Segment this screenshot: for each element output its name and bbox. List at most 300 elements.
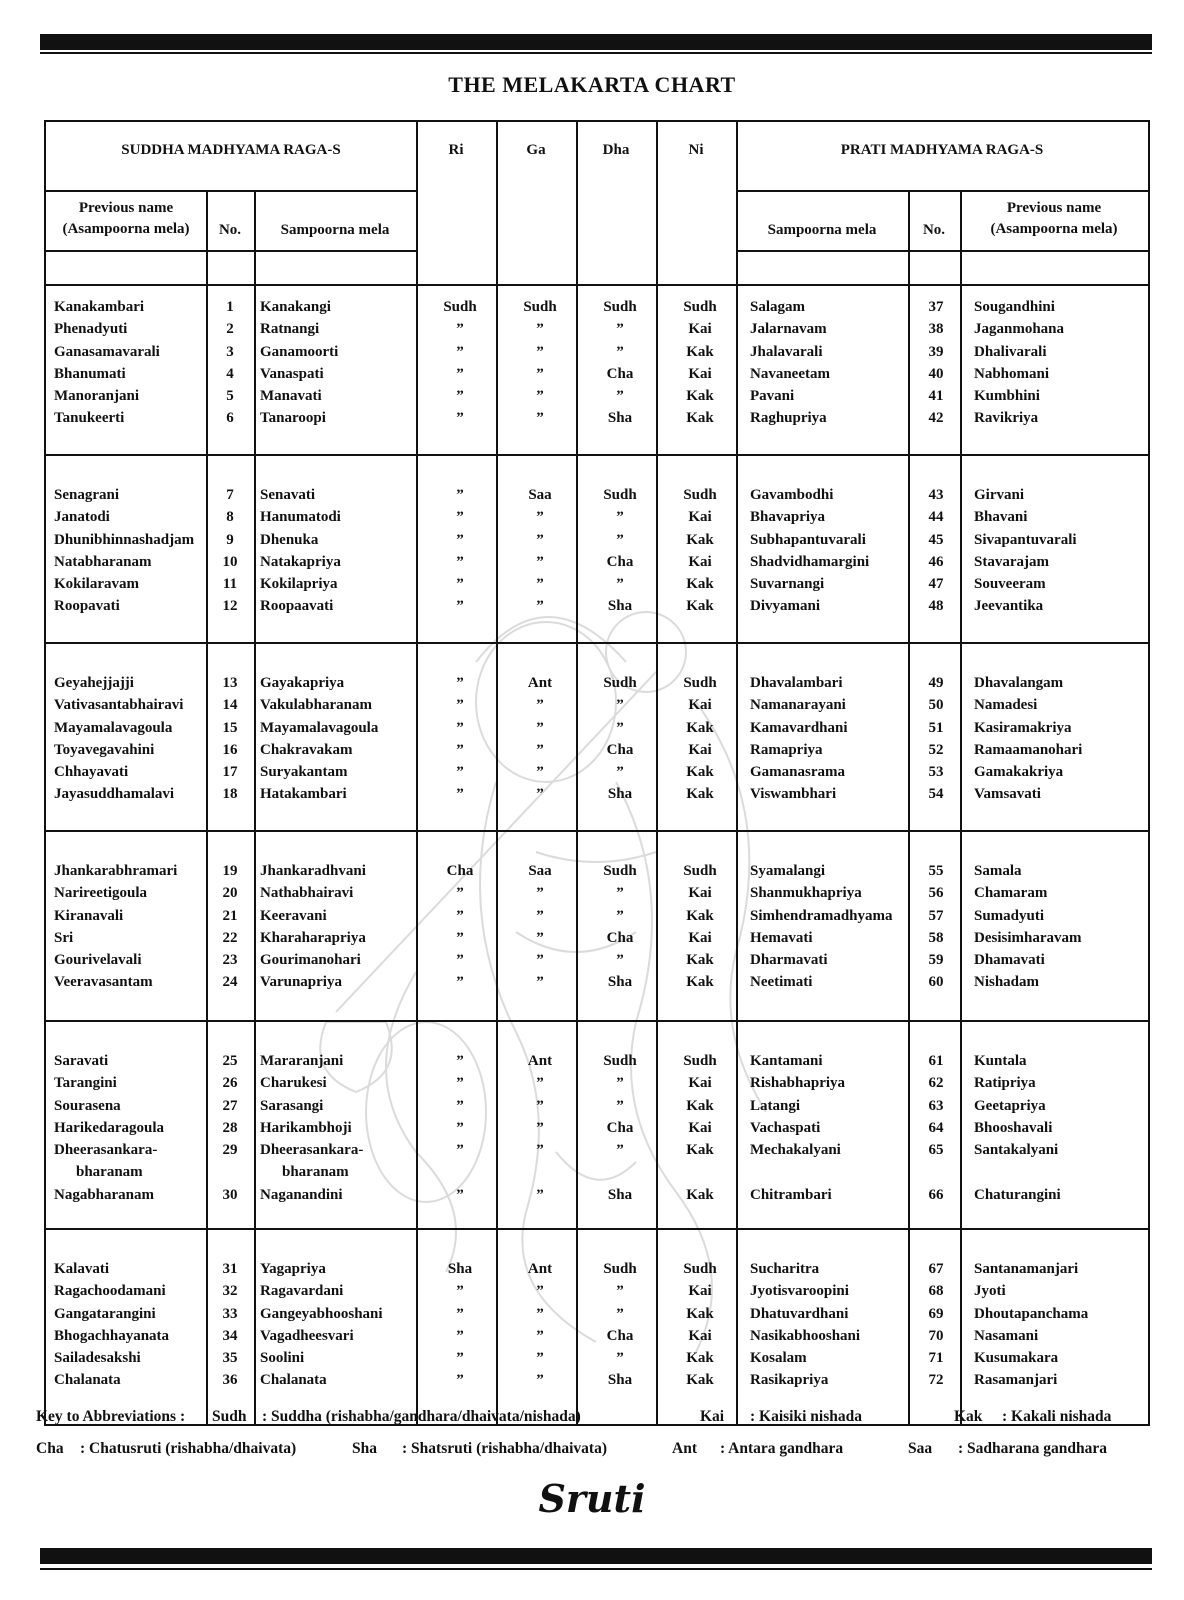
cell-text: ” [616, 1305, 624, 1322]
cell-text: 38 [928, 321, 944, 338]
divider-h [736, 250, 1148, 252]
table-row [46, 296, 1152, 318]
cell-ri [420, 1095, 500, 1117]
cell-pprev [974, 1095, 1046, 1117]
cell-ni [660, 318, 740, 340]
cell-text: Sudh [683, 487, 717, 503]
cell-ga [500, 694, 580, 716]
cell-ni [660, 595, 740, 617]
cell-no [210, 341, 250, 363]
cell-prev [54, 595, 120, 617]
cell-prev [54, 407, 124, 429]
cell-text: Kai [688, 509, 712, 526]
cell-text: Manavati [260, 388, 322, 405]
cell-pmela [750, 318, 827, 340]
cell-text: 14 [222, 697, 238, 714]
cell-mela [260, 927, 366, 949]
key-kak-abbr: Kak [954, 1408, 983, 1425]
cell-text: ” [456, 764, 464, 781]
cell-prev [54, 860, 177, 882]
cell-text: 71 [928, 1350, 944, 1367]
cell-ni [660, 551, 740, 573]
cell-ri [420, 1184, 500, 1206]
cell-text: Mararanjani [260, 1053, 344, 1069]
cell-ri [420, 694, 500, 716]
cell-text: Sarasangi [260, 1097, 324, 1114]
cell-text: ” [616, 885, 624, 902]
cell-text: Ant [527, 675, 553, 691]
cell-text: Kai [688, 1327, 712, 1344]
cell-pmela [750, 573, 824, 595]
cell-text: Dharmavati [750, 952, 828, 969]
cell-text: Jyoti [974, 1283, 1006, 1300]
dha-header: Dha [602, 142, 630, 158]
cell-pno [912, 717, 960, 739]
cell-text: Kokilaravam [54, 576, 139, 593]
cell-text: 47 [928, 576, 944, 593]
cell-dha [580, 1050, 660, 1072]
cell-prev [54, 1347, 141, 1369]
cell-no [210, 529, 250, 551]
table-row [46, 1117, 1152, 1139]
cell-no [210, 694, 250, 716]
cell-pprev [974, 551, 1049, 573]
cell-text: Gamakakriya [974, 764, 1064, 781]
cell-pno [912, 318, 960, 340]
cell-text: Cha [446, 863, 474, 879]
cell-dha [580, 573, 660, 595]
cell-text: Sudh [683, 863, 717, 879]
cell-text: Sourasena [54, 1097, 121, 1114]
cell-pmela [750, 551, 869, 573]
cell-mela [260, 1050, 343, 1072]
cell-pprev [974, 860, 1022, 882]
table-row [46, 694, 1152, 716]
cell-text: Narireetigoula [54, 885, 148, 902]
cell-text: Dhatuvardhani [750, 1305, 849, 1322]
cell-prev [54, 1072, 117, 1094]
cell-text: Neetimati [750, 974, 813, 991]
cell-text: Bhavapriya [750, 509, 826, 526]
cell-prev [54, 905, 123, 927]
top-rule-thin [40, 52, 1152, 54]
prev-name-sublabel: (Asampoorna mela) [990, 221, 1118, 237]
cell-text: Dheerasankara- [260, 1142, 364, 1159]
cell-mela [260, 1280, 343, 1302]
cell-pno [912, 551, 960, 573]
cell-no [210, 1369, 250, 1391]
cell-pmela [750, 529, 866, 551]
raga-group [46, 860, 1152, 994]
cell-mela [260, 1072, 327, 1094]
cell-text: 33 [222, 1305, 238, 1322]
cell-ga [500, 529, 580, 551]
ri-header: Ri [448, 142, 464, 158]
cell-text: Charukesi [260, 1075, 327, 1092]
cell-text: 40 [928, 365, 944, 382]
key-kai-abbr: Kai [700, 1408, 725, 1425]
table-row [46, 1369, 1152, 1391]
cell-pmela [750, 407, 827, 429]
cell-ri [420, 882, 500, 904]
cell-text: Soolini [260, 1350, 305, 1367]
cell-text: ” [536, 764, 544, 781]
cell-text: Kosalam [750, 1350, 807, 1367]
cell-text: Jyotisvaroopini [750, 1283, 849, 1300]
cell-ga [500, 318, 580, 340]
cell-pmela [750, 783, 836, 805]
cell-text: Veeravasantam [54, 974, 153, 991]
cell-pprev [974, 296, 1055, 318]
cell-text: Cha [606, 929, 634, 946]
table-row [46, 971, 1152, 993]
cell-ga [500, 484, 580, 506]
cell-text: Kak [686, 343, 714, 360]
cell-text: Santakalyani [974, 1142, 1059, 1159]
cell-ni [660, 905, 740, 927]
cell-text: ” [616, 343, 624, 360]
cell-text: Santanamanjari [974, 1261, 1079, 1277]
cell-ni [660, 1095, 740, 1117]
cell-text-line2: bharanam [282, 1164, 349, 1181]
melakarta-table [44, 120, 1150, 1426]
cell-prev [54, 694, 183, 716]
cell-text: Ramaamanohari [974, 741, 1083, 758]
cell-ga [500, 407, 580, 429]
cell-mela [260, 717, 378, 739]
cell-text: ” [616, 952, 624, 969]
cell-ni [660, 506, 740, 528]
cell-prev [54, 672, 134, 694]
cell-pmela [750, 1117, 820, 1139]
cell-text: 63 [928, 1097, 944, 1114]
cell-text: ” [536, 388, 544, 405]
key-label: Key to Abbreviations : [36, 1408, 186, 1425]
cell-no [210, 927, 250, 949]
cell-mela [260, 363, 324, 385]
table-row [46, 551, 1152, 573]
cell-text: 4 [226, 365, 234, 382]
cell-text: Gavambodhi [750, 487, 834, 503]
cell-ni [660, 1072, 740, 1094]
cell-text: Vachaspati [750, 1119, 821, 1136]
key-ant-text: : Antara gandhara [720, 1440, 844, 1457]
prati-sampoorna-header: Sampoorna mela [767, 222, 877, 238]
cell-text: Dhamavati [974, 952, 1045, 969]
cell-text: Sudh [683, 1053, 717, 1069]
cell-no [210, 595, 250, 617]
cell-pprev [974, 573, 1046, 595]
cell-text: 18 [222, 786, 238, 803]
cell-pno [912, 1325, 960, 1347]
table-row [46, 1280, 1152, 1302]
cell-mela [260, 783, 347, 805]
divider-h [46, 284, 1148, 286]
cell-text: 3 [226, 343, 234, 360]
cell-no [210, 882, 250, 904]
cell-text: Ratnangi [260, 321, 320, 338]
cell-no [210, 484, 250, 506]
cell-pprev [974, 1325, 1038, 1347]
cell-text: Chaturangini [974, 1186, 1061, 1203]
key-kak-text: : Kakali nishada [1002, 1408, 1112, 1425]
cell-ga [500, 1117, 580, 1139]
cell-text: Viswambhari [750, 786, 837, 803]
cell-dha [580, 1117, 660, 1139]
raga-group [46, 296, 1152, 430]
cell-text: Cha [606, 1327, 634, 1344]
cell-dha [580, 1184, 660, 1206]
cell-mela [260, 296, 331, 318]
cell-text: ” [616, 907, 624, 924]
cell-text: Kai [688, 929, 712, 946]
cell-text: Sri [54, 929, 74, 946]
cell-text: 5 [226, 388, 234, 405]
cell-ri [420, 971, 500, 993]
cell-pmela [750, 860, 825, 882]
cell-text: Raghupriya [750, 410, 827, 427]
cell-ni [660, 761, 740, 783]
cell-text: Mechakalyani [750, 1142, 841, 1159]
cell-text: 36 [222, 1372, 238, 1389]
cell-text: Suryakantam [260, 764, 348, 781]
cell-pmela [750, 717, 848, 739]
cell-text: Sudh [603, 863, 637, 879]
cell-text: Jalarnavam [750, 321, 827, 338]
cell-text: Chamaram [974, 885, 1048, 902]
cell-text: 72 [928, 1372, 944, 1389]
cell-ri [420, 318, 500, 340]
cell-text: 10 [222, 553, 238, 570]
cell-text: 9 [226, 531, 234, 548]
cell-text: Tanaroopi [260, 410, 326, 427]
cell-ga [500, 1347, 580, 1369]
key-sudh-abbr: Sudh [212, 1408, 247, 1425]
cell-text: ” [536, 1119, 544, 1136]
cell-text: Kanakangi [260, 299, 331, 315]
cell-mela [260, 1347, 304, 1369]
cell-ri [420, 672, 500, 694]
cell-no [210, 739, 250, 761]
cell-pprev [974, 1117, 1052, 1139]
cell-text: Sha [447, 1261, 473, 1277]
cell-no [210, 1072, 250, 1094]
cell-text: Mayamalavagoula [54, 719, 173, 736]
table-row [46, 717, 1152, 739]
cell-text: ” [616, 1350, 624, 1367]
cell-dha [580, 595, 660, 617]
cell-mela [260, 595, 333, 617]
cell-no [210, 761, 250, 783]
cell-text: Roopaavati [260, 598, 334, 615]
prev-name-sublabel: (Asampoorna mela) [62, 221, 190, 237]
divider-h [46, 190, 416, 192]
cell-no [210, 1184, 250, 1206]
cell-text: Souveeram [974, 576, 1046, 593]
cell-pmela [750, 1139, 841, 1161]
cell-pno [912, 860, 960, 882]
cell-pno [912, 363, 960, 385]
cell-text: Cha [606, 1119, 634, 1136]
cell-text: 44 [928, 509, 944, 526]
cell-text: ” [456, 885, 464, 902]
cell-prev [54, 341, 160, 363]
cell-ni [660, 529, 740, 551]
cell-text: ” [456, 1372, 464, 1389]
cell-pno [912, 971, 960, 993]
cell-text: 58 [928, 929, 944, 946]
cell-no [210, 551, 250, 573]
cell-no [210, 1050, 250, 1072]
cell-text: Sha [607, 410, 633, 427]
cell-ga [500, 672, 580, 694]
cell-text: 42 [928, 410, 944, 427]
cell-text: 35 [222, 1350, 238, 1367]
cell-prev [54, 971, 153, 993]
cell-text: Dhenuka [260, 531, 319, 548]
cell-pno [912, 882, 960, 904]
table-row [46, 905, 1152, 927]
cell-text: Kak [686, 1305, 714, 1322]
prati-prev-name-header [960, 198, 1148, 240]
cell-text: Kak [686, 1350, 714, 1367]
cell-pprev [974, 1369, 1057, 1391]
cell-pmela [750, 1258, 819, 1280]
cell-text: 6 [226, 410, 234, 427]
cell-pmela [750, 1072, 845, 1094]
cell-text: Harikambhoji [260, 1119, 352, 1136]
cell-text: Janatodi [54, 509, 110, 526]
cell-text: Sudh [443, 299, 477, 315]
cell-ga [500, 1139, 580, 1161]
cell-no [210, 905, 250, 927]
cell-ni [660, 296, 740, 318]
cell-text: 57 [928, 907, 944, 924]
raga-group [46, 672, 1152, 806]
cell-ri [420, 506, 500, 528]
cell-prev [54, 1050, 108, 1072]
cell-text: Sha [607, 974, 633, 991]
divider-h [46, 1228, 1148, 1230]
cell-text: 53 [928, 764, 944, 781]
cell-ni [660, 717, 740, 739]
cell-text: 56 [928, 885, 944, 902]
cell-text: ” [616, 719, 624, 736]
cell-ga [500, 949, 580, 971]
cell-prev [54, 783, 174, 805]
cell-text: Vanaspati [260, 365, 324, 382]
cell-text: Vagadheesvari [260, 1327, 354, 1344]
cell-text: Hatakambari [260, 786, 347, 803]
divider-h [46, 250, 416, 252]
table-row [46, 407, 1152, 429]
cell-text: 62 [928, 1075, 944, 1092]
cell-text: Kak [686, 410, 714, 427]
cell-dha [580, 761, 660, 783]
cell-text: Senavati [260, 487, 316, 503]
cell-prev [54, 761, 128, 783]
cell-pprev [974, 971, 1039, 993]
cell-ri [420, 595, 500, 617]
cell-text: Sucharitra [750, 1261, 820, 1277]
cell-text: Sudh [603, 299, 637, 315]
cell-mela [260, 1184, 343, 1206]
cell-dha [580, 1258, 660, 1280]
cell-pprev [974, 318, 1064, 340]
cell-text: ” [616, 576, 624, 593]
cell-text: 55 [928, 863, 944, 879]
prev-name-label: Previous name [1006, 200, 1102, 216]
cell-text: Natabharanam [54, 553, 152, 570]
cell-no [210, 1280, 250, 1302]
cell-mela [260, 1095, 323, 1117]
cell-text: Varunapriya [260, 974, 342, 991]
cell-text: Kai [688, 1075, 712, 1092]
cell-text: 19 [222, 863, 238, 879]
cell-text: ” [456, 321, 464, 338]
cell-dha [580, 860, 660, 882]
cell-pno [912, 1117, 960, 1139]
cell-text: 1 [226, 299, 234, 315]
cell-text: ” [616, 509, 624, 526]
cell-text: ” [536, 974, 544, 991]
cell-mela [260, 694, 372, 716]
cell-prev [54, 882, 147, 904]
cell-text: 7 [226, 487, 234, 503]
cell-prev [54, 385, 139, 407]
cell-text: Saravati [54, 1053, 109, 1069]
cell-text: Roopavati [54, 598, 120, 615]
cell-text: Naganandini [260, 1186, 343, 1203]
cell-text: Gangeyabhooshani [260, 1305, 383, 1322]
cell-ri [420, 484, 500, 506]
cell-mela [260, 385, 322, 407]
cell-text: Harikedaragoula [54, 1119, 165, 1136]
cell-pno [912, 672, 960, 694]
table-row [46, 484, 1152, 506]
cell-text: 65 [928, 1142, 944, 1159]
cell-text: Dhavalangam [974, 675, 1064, 691]
cell-text: Nabhomani [974, 365, 1050, 382]
cell-text: ” [536, 365, 544, 382]
cell-ni [660, 971, 740, 993]
cell-pmela [750, 1303, 848, 1325]
cell-text: ” [456, 509, 464, 526]
cell-text: ” [536, 741, 544, 758]
cell-ri [420, 1347, 500, 1369]
top-rule [40, 34, 1152, 50]
table-row [46, 1325, 1152, 1347]
sruti-logo: Sruti [538, 1476, 646, 1521]
cell-pprev [974, 927, 1082, 949]
cell-text: Geyahejjajji [54, 675, 134, 691]
cell-pprev [974, 529, 1077, 551]
cell-text: ” [616, 1142, 624, 1159]
cell-text: Kak [686, 974, 714, 991]
cell-ni [660, 860, 740, 882]
cell-dha [580, 949, 660, 971]
key-saa-text: : Sadharana gandhara [958, 1440, 1108, 1457]
cell-ga [500, 551, 580, 573]
cell-text: ” [456, 741, 464, 758]
cell-pno [912, 296, 960, 318]
cell-text: ” [616, 388, 624, 405]
cell-text: 26 [222, 1075, 238, 1092]
cell-no [210, 783, 250, 805]
cell-ri [420, 573, 500, 595]
cell-dha [580, 506, 660, 528]
cell-text: Kasiramakriya [974, 719, 1072, 736]
